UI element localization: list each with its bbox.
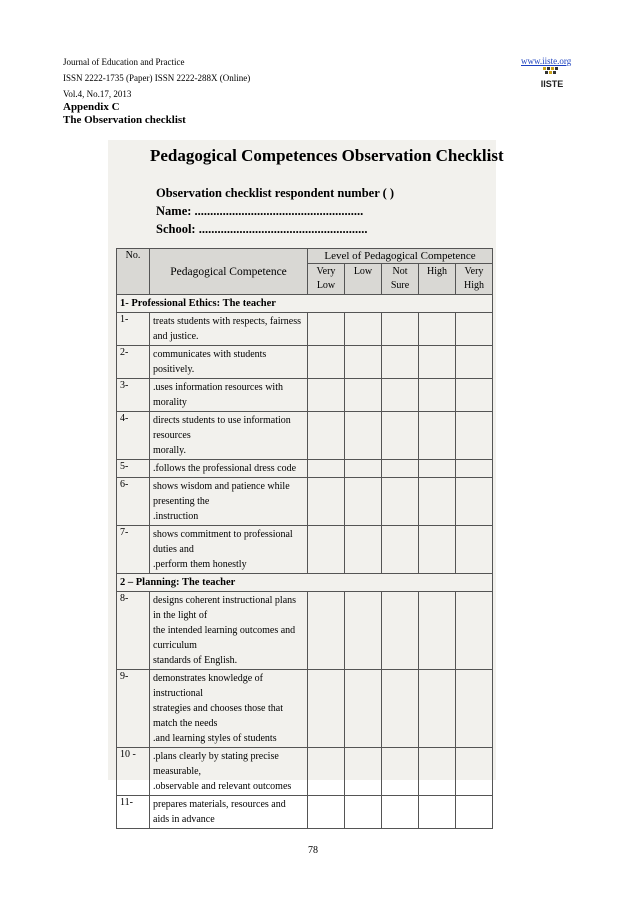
competence-line: .plans clearly by stating precise measurable,	[153, 751, 279, 777]
rating-cell	[456, 313, 493, 346]
level-header-word: Low	[353, 266, 373, 277]
level-header-word: Sure	[390, 280, 410, 291]
rating-cell	[308, 460, 345, 478]
competence-line: designs coherent instructional plans in the light of	[153, 595, 297, 621]
logo-text: IISTE	[541, 79, 563, 89]
item-number: 4-	[117, 412, 150, 460]
table-row	[117, 313, 493, 346]
table-row	[117, 592, 493, 670]
rating-cell	[345, 412, 382, 460]
item-number: 3-	[117, 379, 150, 412]
rating-cell	[419, 796, 456, 829]
rating-cell	[382, 796, 419, 829]
competence-line: demonstrates knowledge of instructional	[153, 673, 263, 699]
rating-cell	[308, 478, 345, 526]
table-row	[117, 379, 493, 412]
competence-text	[150, 748, 308, 796]
competence-line: standards of English.	[153, 655, 238, 666]
rating-cell	[308, 796, 345, 829]
table-row	[117, 670, 493, 748]
competence-line: strategies and chooses those that match the needs	[153, 703, 283, 729]
level-header-word	[422, 279, 452, 293]
level-header-word: High	[427, 266, 447, 277]
competence-line: shows wisdom and patience while presenting the	[153, 481, 290, 507]
rating-cell	[308, 592, 345, 670]
rating-cell	[456, 346, 493, 379]
competence-text	[150, 478, 308, 526]
level-header-1	[345, 264, 382, 295]
level-header-0	[308, 264, 345, 295]
item-number: 6-	[117, 478, 150, 526]
competence-table	[116, 248, 493, 829]
rating-cell	[419, 670, 456, 748]
school-line: School: ......................................................	[156, 222, 368, 236]
rating-cell	[456, 379, 493, 412]
rating-cell	[456, 796, 493, 829]
item-number: 11-	[117, 796, 150, 829]
level-header-3	[419, 264, 456, 295]
rating-cell	[308, 670, 345, 748]
competence-text	[150, 592, 308, 670]
level-header-2	[382, 264, 419, 295]
rating-cell	[345, 796, 382, 829]
competence-line: .perform them honestly	[153, 559, 247, 570]
competence-line: .instruction	[153, 511, 199, 522]
rating-cell	[308, 313, 345, 346]
level-header-word: Very	[464, 266, 484, 277]
rating-cell	[382, 313, 419, 346]
rating-cell	[382, 670, 419, 748]
competence-line: .and learning styles of students	[153, 733, 277, 744]
rating-cell	[345, 346, 382, 379]
competence-line: prepares materials, resources and aids in advance	[153, 799, 286, 825]
rating-cell	[382, 478, 419, 526]
competence-text	[150, 796, 308, 829]
rating-cell	[345, 592, 382, 670]
iiste-logo	[541, 67, 563, 91]
rating-cell	[419, 748, 456, 796]
volume-line: Vol.4, No.17, 2013	[63, 89, 132, 99]
competence-line: .uses information resources with morality	[153, 382, 283, 408]
item-number: 1-	[117, 313, 150, 346]
rating-cell	[308, 748, 345, 796]
rating-cell	[419, 592, 456, 670]
column-header-level: Level of Pedagogical Competence	[308, 249, 493, 264]
column-header-no: No.	[117, 249, 150, 295]
level-header-word: Not	[392, 266, 408, 277]
competence-text	[150, 670, 308, 748]
respondent-number-line: Observation checklist respondent number ( )	[156, 186, 395, 200]
rating-cell	[456, 748, 493, 796]
rating-cell	[308, 379, 345, 412]
competence-text	[150, 313, 308, 346]
journal-name: Journal of Education and Practice	[63, 57, 185, 67]
rating-cell	[345, 379, 382, 412]
rating-cell	[419, 346, 456, 379]
rating-cell	[308, 526, 345, 574]
rating-cell	[382, 346, 419, 379]
level-header-4	[456, 264, 493, 295]
rating-cell	[345, 526, 382, 574]
column-header-competence: Pedagogical Competence	[150, 249, 308, 295]
rating-cell	[419, 313, 456, 346]
appendix-label: Appendix C	[63, 101, 120, 113]
rating-cell	[382, 460, 419, 478]
table-row	[117, 478, 493, 526]
rating-cell	[456, 670, 493, 748]
page-number: 78	[308, 845, 318, 856]
rating-cell	[456, 460, 493, 478]
rating-cell	[308, 412, 345, 460]
journal-url-link[interactable]: www.iiste.org	[521, 56, 572, 66]
rating-cell	[345, 313, 382, 346]
table-row	[117, 526, 493, 574]
competence-line: .observable and relevant outcomes	[153, 781, 292, 792]
competence-text	[150, 412, 308, 460]
competence-text	[150, 346, 308, 379]
section-title: 1- Professional Ethics: The teacher	[117, 295, 493, 313]
table-row	[117, 460, 493, 478]
competence-line: morally.	[153, 445, 186, 456]
checklist-title: Pedagogical Competences Observation Checklist	[150, 146, 504, 165]
competence-line: shows commitment to professional duties and	[153, 529, 293, 555]
rating-cell	[456, 478, 493, 526]
competence-line: .follows the professional dress code	[153, 463, 297, 474]
item-number: 10 -	[117, 748, 150, 796]
level-header-word: Very	[316, 266, 336, 277]
item-number: 7-	[117, 526, 150, 574]
section-row	[117, 574, 493, 592]
table-row	[117, 748, 493, 796]
scanned-checklist	[108, 140, 504, 825]
level-header-word: High	[464, 280, 484, 291]
rating-cell	[419, 412, 456, 460]
rating-cell	[382, 592, 419, 670]
rating-cell	[419, 526, 456, 574]
competence-line: communicates with students positively.	[153, 349, 267, 375]
rating-cell	[345, 460, 382, 478]
item-number: 2-	[117, 346, 150, 379]
competence-line: treats students with respects, fairness and justice.	[153, 316, 302, 342]
rating-cell	[382, 748, 419, 796]
rating-cell	[345, 670, 382, 748]
table-row	[117, 412, 493, 460]
table-row	[117, 796, 493, 829]
item-number: 5-	[117, 460, 150, 478]
competence-text	[150, 379, 308, 412]
rating-cell	[456, 526, 493, 574]
competence-line: directs students to use information resources	[153, 415, 291, 441]
item-number: 8-	[117, 592, 150, 670]
issn-line: ISSN 2222-1735 (Paper) ISSN 2222-288X (Online)	[63, 73, 251, 83]
competence-text	[150, 526, 308, 574]
level-header-word	[348, 279, 378, 293]
rating-cell	[382, 526, 419, 574]
table-row	[117, 346, 493, 379]
rating-cell	[419, 379, 456, 412]
section-title: 2 – Planning: The teacher	[117, 574, 493, 592]
rating-cell	[382, 412, 419, 460]
name-line: Name: ......................................................	[156, 204, 364, 218]
competence-text	[150, 460, 308, 478]
appendix-title: The Observation checklist	[63, 114, 186, 126]
section-row	[117, 295, 493, 313]
rating-cell	[419, 478, 456, 526]
item-number: 9-	[117, 670, 150, 748]
rating-cell	[345, 478, 382, 526]
competence-line: the intended learning outcomes and curriculum	[153, 625, 296, 651]
rating-cell	[419, 460, 456, 478]
level-header-word: Low	[316, 280, 336, 291]
rating-cell	[456, 412, 493, 460]
rating-cell	[382, 379, 419, 412]
rating-cell	[345, 748, 382, 796]
rating-cell	[456, 592, 493, 670]
rating-cell	[308, 346, 345, 379]
